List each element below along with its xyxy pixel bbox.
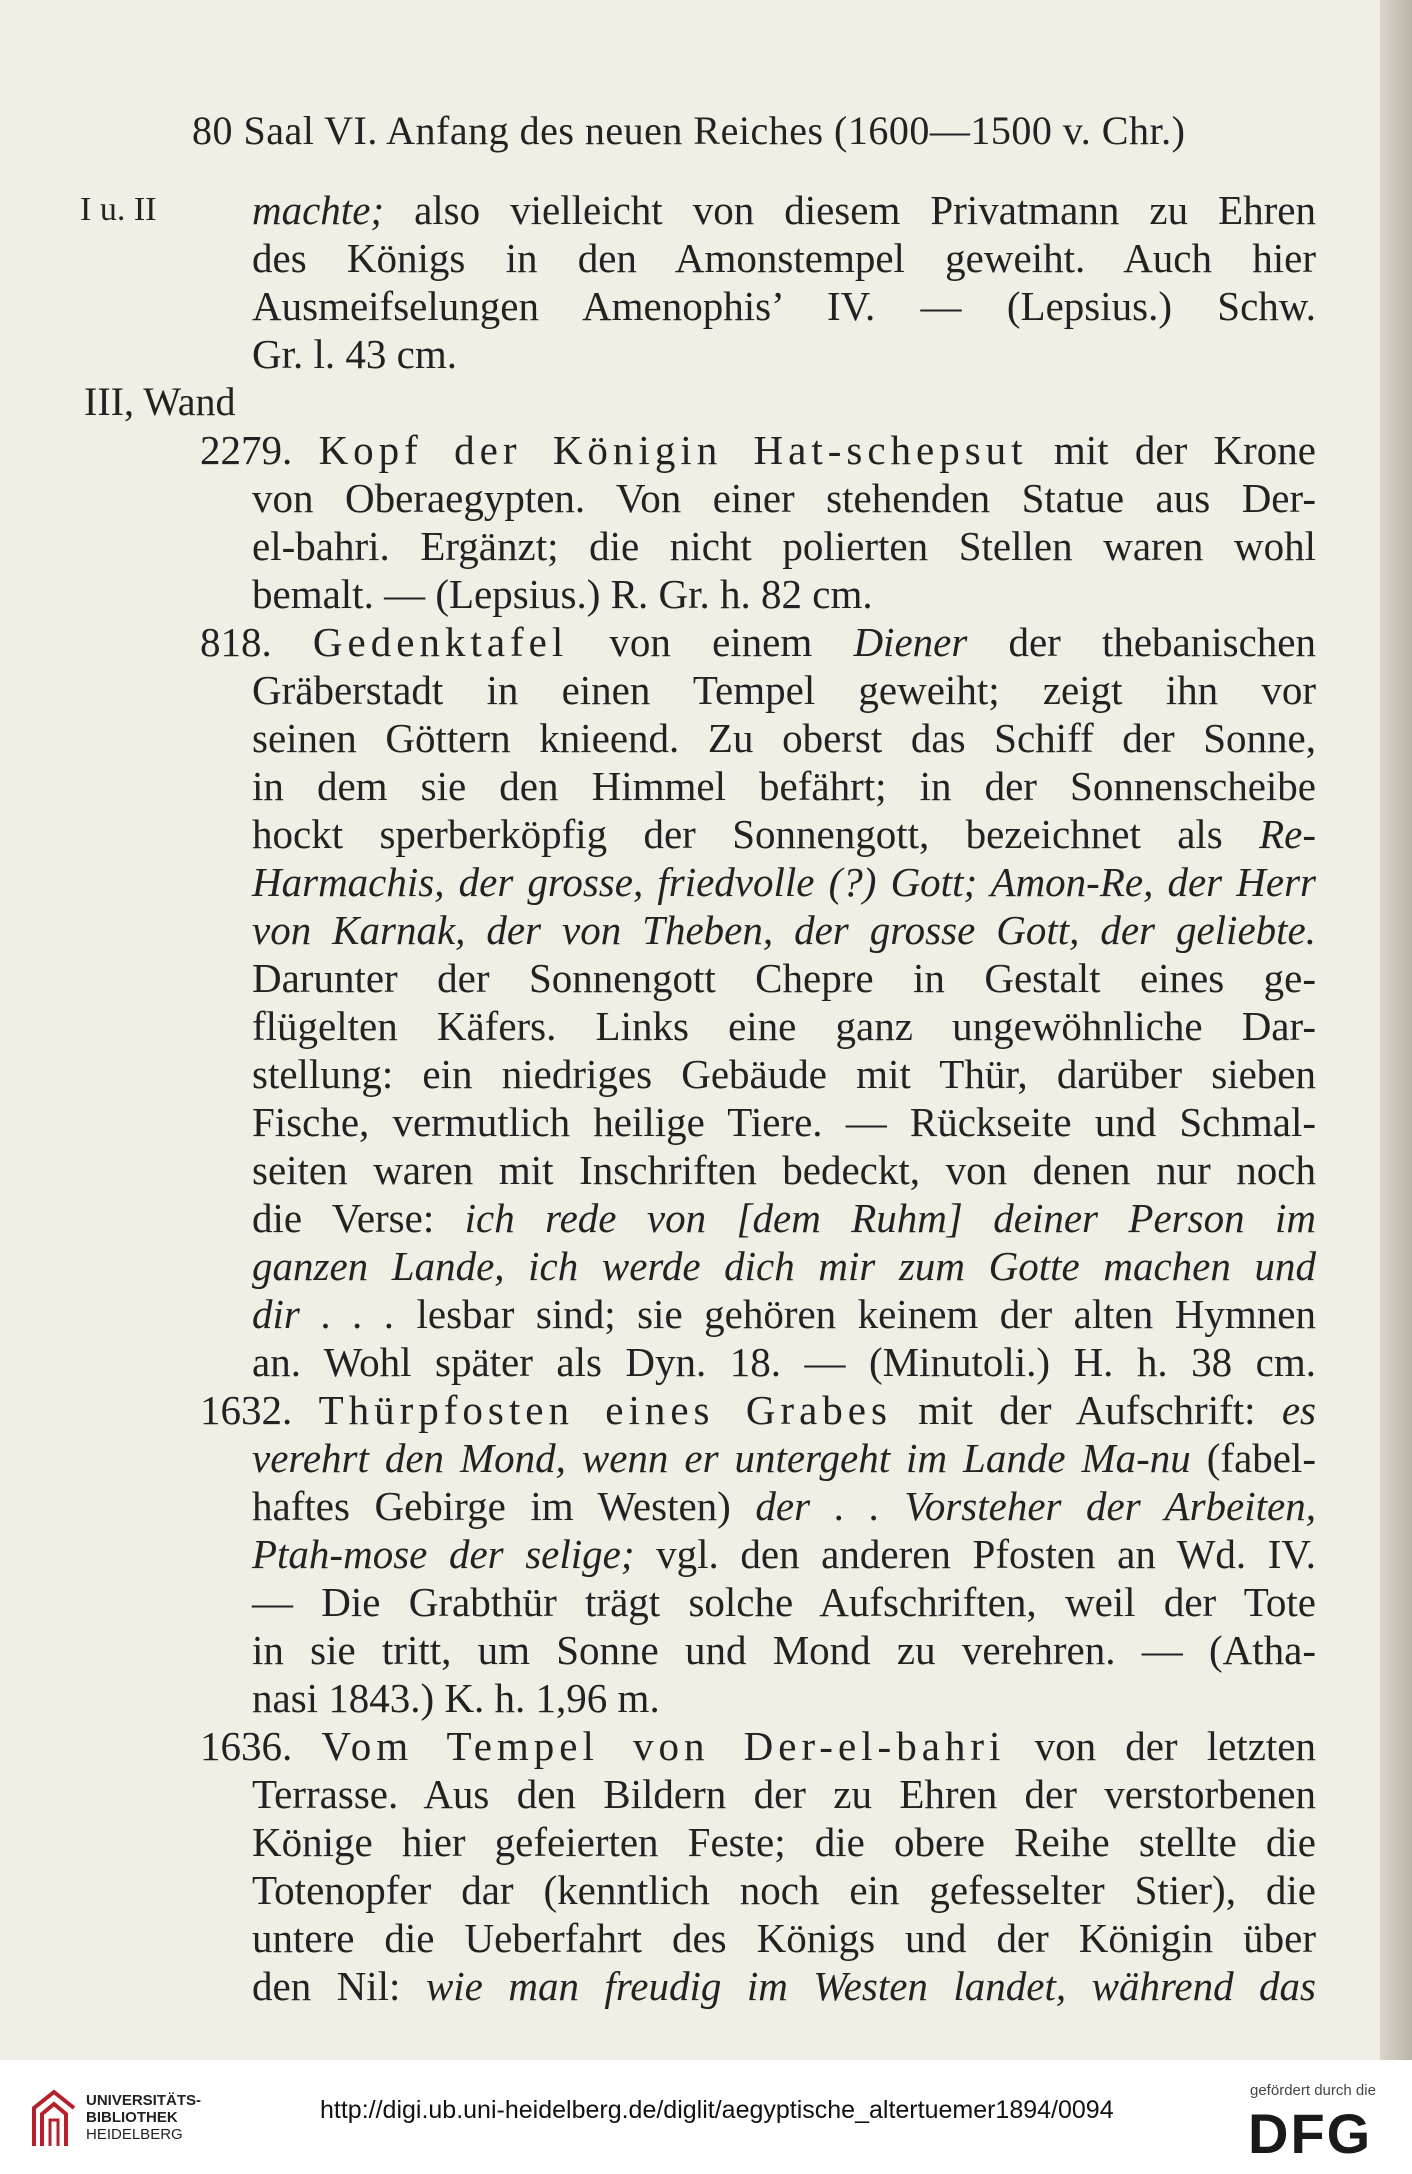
text-span: vgl. den anderen Pfosten an Wd. IV. [634, 1531, 1316, 1577]
text-line: nasi 1843.) K. h. 1,96 m. [252, 1675, 660, 1721]
text-line [252, 1434, 1316, 1482]
text-span: von einem [568, 619, 854, 665]
text-span: haftes Gebirge im Westen) [252, 1483, 756, 1529]
entry-number: 818. [200, 619, 272, 665]
entry-title: Kopf der Königin Hat-schepsut [318, 427, 1028, 473]
italic-text: ganzen Lande, ich werde dich mir zum Gotte machen und [252, 1243, 1316, 1289]
text-line [252, 1962, 1316, 2010]
text-line [252, 810, 1316, 858]
text-span: also vielleicht von diesem Privatmann zu Ehren [384, 187, 1316, 233]
text-line: bemalt. — (Lepsius.) R. Gr. h. 82 cm. [252, 571, 873, 617]
text-span: der thebanischen [967, 619, 1316, 665]
source-url-link[interactable]: http://digi.ub.uni-heidelberg.de/diglit/aegyptische_altertuemer1894/0094 [320, 2096, 1114, 2124]
entry-title: Gedenktafel [312, 619, 569, 665]
entry-2279-first-line [200, 426, 1316, 474]
text-line: Ausmeifselungen Amenophis’ IV. — (Lepsius.) Schw. [252, 283, 1316, 329]
entry-number: 1632. [200, 1387, 293, 1433]
text-line: Gräberstadt in einen Tempel geweiht; zeigt ihn vor [252, 667, 1316, 713]
page-edge-shadow [1380, 0, 1412, 2174]
entry-number: 1636. [200, 1723, 293, 1769]
text-line [252, 1194, 1316, 1242]
text-line [252, 858, 1316, 906]
text-line: el-bahri. Ergänzt; die nicht polierten Stellen waren wohl [252, 523, 1316, 569]
entry-title: Thürpfosten eines Grabes [318, 1387, 892, 1433]
text-line [252, 1242, 1316, 1290]
dfg-caption: gefördert durch die [1250, 2082, 1376, 2099]
italic-text: es [1281, 1387, 1316, 1433]
entry-818-first-line [200, 618, 1316, 666]
italic-text: ich rede von [dem Ruhm] deiner Person im [464, 1195, 1316, 1241]
text-span: mit der Krone [1027, 427, 1317, 473]
text-line: — Die Grabthür trägt solche Aufschriften, weil der Tote [252, 1579, 1316, 1625]
library-name-line: HEIDELBERG [86, 2126, 183, 2143]
footer-bar [0, 2060, 1412, 2174]
library-name [86, 2092, 201, 2143]
italic-text: Re- [1259, 811, 1316, 857]
entry-1632-first-line [200, 1386, 1316, 1434]
dfg-logo: DFG [1248, 2102, 1373, 2165]
margin-label-section-2: III, Wand [84, 379, 236, 424]
text-line: untere die Ueberfahrt des Königs und der Königin über [252, 1915, 1316, 1961]
text-line: seinen Göttern knieend. Zu oberst das Schiff der Sonne, [252, 715, 1316, 761]
text-line [252, 1482, 1316, 1530]
text-line: Könige hier gefeierten Feste; die obere Reihe stellte die [252, 1819, 1316, 1865]
text-line: in dem sie den Himmel befährt; in der Sonnenscheibe [252, 763, 1316, 809]
italic-text: Harmachis, der grosse, friedvolle (?) Gott; Amon-Re, der Herr [252, 859, 1316, 905]
text-line [252, 1530, 1316, 1578]
text-span: (fabel- [1190, 1435, 1317, 1481]
text-line: flügelten Käfers. Links eine ganz ungewöhnliche Dar- [252, 1003, 1316, 1049]
text-span: lesbar sind; sie gehören keinem der alten Hymnen [395, 1291, 1316, 1337]
text-line: stellung: ein niedriges Gebäude mit Thür, darüber sieben [252, 1051, 1316, 1097]
library-name-line: BIBLIOTHEK [86, 2109, 178, 2126]
text-line: Totenopfer dar (kenntlich noch ein gefesselter Stier), die [252, 1867, 1316, 1913]
entry-number: 2279. [200, 427, 293, 473]
italic-text: verehrt den Mond, wenn er untergeht im Lande Ma-nu [252, 1435, 1191, 1481]
entry-title: Vom Tempel von Der-el-bahri [321, 1723, 1006, 1769]
italic-text: wie man freudig im Westen landet, während das [425, 1963, 1316, 2009]
italic-text: machte; [252, 187, 385, 233]
text-line: seiten waren mit Inschriften bedeckt, von denen nur noch [252, 1147, 1316, 1193]
text-line: von Oberaegypten. Von einer stehenden Statue aus Der- [252, 475, 1316, 521]
text-line [252, 1290, 1316, 1338]
margin-label-section-1: I u. II [80, 191, 157, 228]
text-line [252, 186, 1316, 234]
italic-text: Diener [853, 619, 968, 665]
text-span: mit der Aufschrift: [891, 1387, 1282, 1433]
text-span: hockt sperberköpfig der Sonnengott, bezeichnet als [252, 811, 1260, 857]
text-line: an. Wohl später als Dyn. 18. — (Minutoli.) H. h. 38 cm. [252, 1339, 1316, 1385]
text-line: Darunter der Sonnengott Chepre in Gestalt eines ge- [252, 955, 1316, 1001]
text-span: von der letzten [1005, 1723, 1316, 1769]
text-line: Gr. l. 43 cm. [252, 331, 457, 377]
entry-1636-first-line [200, 1722, 1316, 1770]
text-span: die Verse: [252, 1195, 465, 1241]
text-line: Terrasse. Aus den Bildern der zu Ehren der verstorbenen [252, 1771, 1316, 1817]
italic-text: der . . Vorsteher der Arbeiten, [755, 1483, 1316, 1529]
text-line: Fische, vermutlich heilige Tiere. — Rückseite und Schmal- [252, 1099, 1316, 1145]
italic-text: Ptah-mose der selige; [252, 1531, 635, 1577]
text-line: des Königs in den Amonstempel geweiht. Auch hier [252, 235, 1316, 281]
university-library-logo-icon [28, 2088, 80, 2148]
text-span: den Nil: [252, 1963, 426, 2009]
library-name-line: UNIVERSITÄTS- [86, 2092, 202, 2109]
italic-text: von Karnak, der von Theben, der grosse Gott, der geliebte. [252, 907, 1316, 953]
running-header: 80 Saal VI. Anfang des neuen Reiches (1600—1500 v. Chr.) [192, 108, 1186, 153]
text-line: in sie tritt, um Sonne und Mond zu verehren. — (Atha- [252, 1627, 1316, 1673]
text-line [252, 906, 1316, 954]
italic-text: dir . . . [252, 1291, 396, 1337]
